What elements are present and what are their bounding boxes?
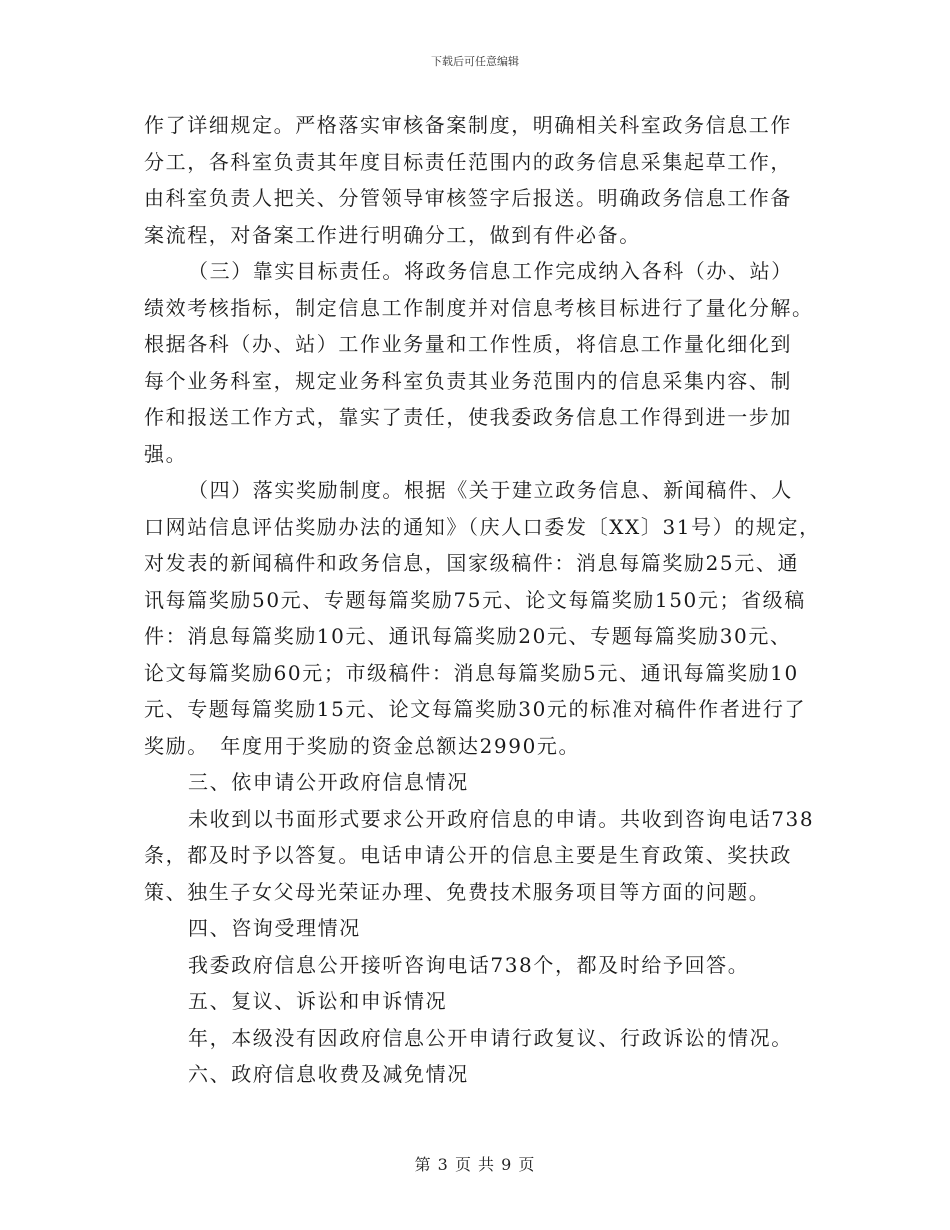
page-number: 第 3 页 共 9 页: [414, 1155, 536, 1174]
body-text-line: （四）落实奖励制度。根据《关于建立政务信息、新闻稿件、人: [188, 478, 793, 502]
body-text-line: 未收到以书面形式要求公开政府信息的申请。共收到咨询电话738: [188, 806, 815, 831]
body-text-line: 三、依申请公开政府信息情况: [188, 770, 469, 794]
body-text-line: 策、独生子女父母光荣证办理、免费技术服务项目等方面的问题。: [144, 879, 771, 904]
body-text-line: 奖励。 年度用于奖励的资金总额达2990元。: [144, 733, 581, 758]
body-text-line: 年，本级没有因政府信息公开申请行政复议、行政诉讼的情况。: [188, 1025, 793, 1050]
body-text-line: （三）靠实目标责任。将政务信息工作完成纳入各科（办、站）: [188, 259, 793, 283]
body-text-line: 绩效考核指标，制定信息工作制度并对信息考核目标进行了量化分解。: [144, 295, 814, 320]
body-text-line: 口网站信息评估奖励办法的通知》（庆人口委发〔XX〕31号）的规定，: [144, 514, 821, 539]
body-text-line: 作了详细规定。严格落实审核备案制度，明确相关科室政务信息工作: [144, 113, 792, 137]
body-text-line: 五、复议、诉讼和申诉情况: [188, 989, 448, 1013]
body-text-line: 四、咨询受理情况: [188, 916, 361, 940]
body-text-line: 我委政府信息公开接听咨询电话738个，都及时给予回答。: [188, 952, 750, 977]
body-text-line: 每个业务科室，规定业务科室负责其业务范围内的信息采集内容、制: [144, 368, 792, 393]
body-text-line: 六、政府信息收费及减免情况: [188, 1062, 469, 1086]
body-text-line: 元、专题每篇奖励15元、论文每篇奖励30元的标准对稿件作者进行了: [144, 697, 807, 721]
body-text-line: 强。: [144, 441, 188, 466]
body-text-line: 对发表的新闻稿件和政务信息，国家级稿件：消息每篇奖励25元、通: [144, 551, 800, 575]
body-text-line: 件：消息每篇奖励10元、通讯每篇奖励20元、专题每篇奖励30元、: [144, 624, 792, 648]
body-text-line: 案流程，对备案工作进行明确分工，做到有件必备。: [144, 222, 641, 247]
body-text-line: 论文每篇奖励60元；市级稿件：消息每篇奖励5元、通讯每篇奖励10: [144, 660, 799, 685]
body-text-line: 作和报送工作方式，靠实了责任，使我委政务信息工作得到进一步加: [144, 405, 792, 429]
body-text-line: 讯每篇奖励50元、专题每篇奖励75元、论文每篇奖励150元；省级稿: [144, 587, 806, 612]
body-text-line: 根据各科（办、站）工作业务量和工作性质，将信息工作量化细化到: [144, 332, 792, 356]
body-text-line: 条，都及时予以答复。电话申请公开的信息主要是生育政策、奖扶政: [144, 843, 792, 867]
body-text-line: 由科室负责人把关、分管领导审核签字后报送。明确政务信息工作备: [144, 186, 792, 210]
document-body: [144, 107, 821, 1093]
page-header-note: 下载后可任意编辑: [431, 55, 519, 68]
body-text-line: 分工，各科室负责其年度目标责任范围内的政务信息采集起草工作，: [144, 149, 792, 174]
